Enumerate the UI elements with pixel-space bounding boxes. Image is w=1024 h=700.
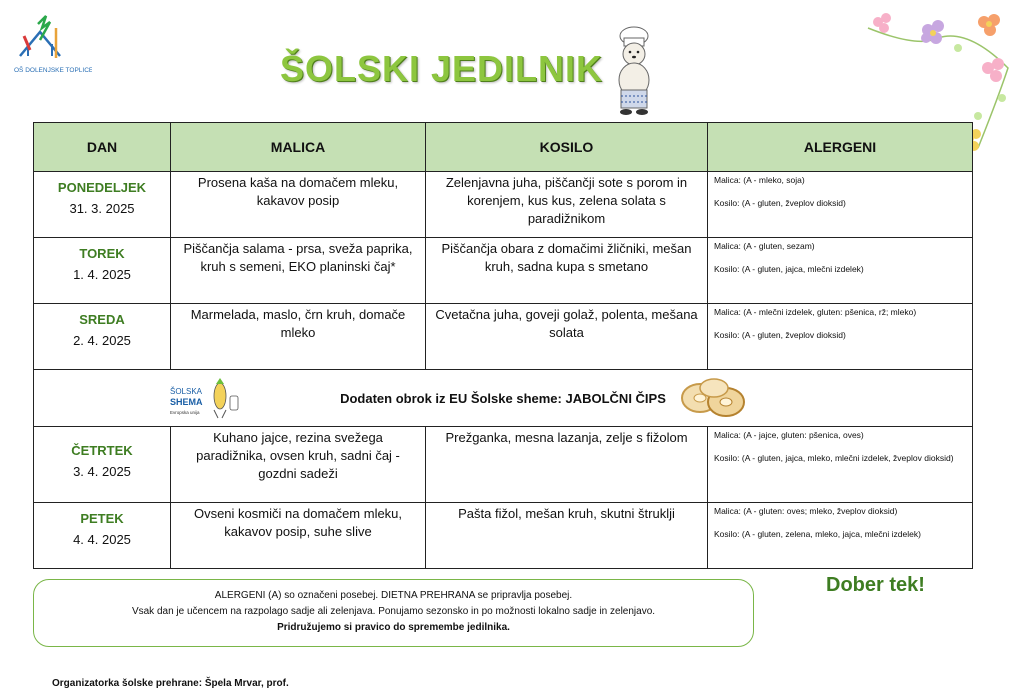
note-line-1: ALERGENI (A) so označeni posebej. DIETNA PREHRANA se pripravlja posebej. — [214, 590, 573, 601]
day-cell — [34, 238, 171, 304]
day-date: 3. 4. 2025 — [73, 464, 131, 479]
extra-meal-text: Dodaten obrok iz EU Šolske sheme: JABOLČNI ČIPS — [340, 390, 666, 406]
alergeni-kosilo: Kosilo: (A - gluten, jajca, mlečni izdelek) — [714, 264, 864, 274]
kosilo-cell: Piščančja obara z domačimi žličniki, mešan kruh, sadna kupa s smetano — [426, 238, 708, 304]
alergeni-cell — [708, 304, 973, 370]
alergeni-malica: Malica: (A - mleko, soja) — [714, 175, 805, 185]
table-header-row — [34, 123, 973, 172]
alergeni-cell — [708, 427, 973, 503]
solska-shema-logo — [170, 376, 246, 422]
day-cell — [34, 304, 171, 370]
kosilo-cell: Zelenjavna juha, piščančji sote s porom in korenjem, kus kus, zelena solata s paradižnikom — [426, 172, 708, 238]
day-date: 31. 3. 2025 — [69, 201, 135, 216]
school-logo — [12, 14, 92, 80]
malica-cell: Kuhano jajce, rezina svežega paradižnika, ovsen kruh, sadni čaj - gozdni sadeži — [171, 427, 426, 503]
alergeni-malica: Malica: (A - gluten, sezam) — [714, 241, 815, 251]
closing-greeting: Dober tek! — [826, 574, 925, 596]
alergeni-malica: Malica: (A - mlečni izdelek, gluten: pšenica, rž; mleko) — [714, 307, 917, 317]
column-header-malica: MALICA — [171, 123, 426, 172]
malica-cell: Ovseni kosmiči na domačem mleku, kakavov posip, suhe slive — [171, 503, 426, 569]
day-date: 2. 4. 2025 — [73, 333, 131, 348]
column-header-kosilo: KOSILO — [426, 123, 708, 172]
column-header-alergeni: ALERGENI — [708, 123, 973, 172]
malica-cell: Prosena kaša na domačem mleku, kakavov posip — [171, 172, 426, 238]
svg-text:ŠOLSKA: ŠOLSKA — [170, 387, 203, 396]
alergeni-malica: Malica: (A - jajce, gluten: pšenica, oves) — [714, 430, 864, 440]
svg-text:OŠ DOLENJSKE TOPLICE: OŠ DOLENJSKE TOPLICE — [14, 67, 92, 74]
kosilo-cell: Prežganka, mesna lazanja, zelje s fižolom — [426, 427, 708, 503]
alergeni-cell — [708, 172, 973, 238]
column-header-dan: DAN — [34, 123, 171, 172]
svg-text:Evropska unija: Evropska unija — [170, 410, 200, 415]
day-cell — [34, 172, 171, 238]
day-name: SREDA — [79, 312, 125, 327]
day-name: TOREK — [79, 246, 125, 261]
day-name: ČETRTEK — [71, 443, 133, 458]
day-date: 4. 4. 2025 — [73, 532, 131, 547]
alergeni-kosilo: Kosilo: (A - gluten, žveplov dioksid) — [714, 330, 846, 340]
kosilo-cell: Cvetačna juha, goveji golaž, polenta, mešana solata — [426, 304, 708, 370]
day-cell — [34, 427, 171, 503]
day-date: 1. 4. 2025 — [73, 267, 131, 282]
alergeni-cell — [708, 238, 973, 304]
kosilo-cell: Pašta fižol, mešan kruh, skutni štruklji — [426, 503, 708, 569]
table-row-ponedeljek — [34, 172, 973, 238]
alergeni-kosilo: Kosilo: (A - gluten, jajca, mleko, mlečni izdelek, žveplov dioksid) — [714, 453, 954, 463]
extra-meal-row — [34, 370, 973, 427]
page-title: ŠOLSKI JEDILNIK — [280, 48, 604, 89]
svg-text:SHEMA: SHEMA — [170, 397, 203, 407]
day-cell — [34, 503, 171, 569]
allergen-note-box — [33, 579, 754, 647]
day-name: PONEDELJEK — [57, 180, 147, 195]
extra-meal-cell — [34, 370, 973, 427]
alergeni-kosilo: Kosilo: (A - gluten, zelena, mleko, jajca, mlečni izdelek) — [714, 529, 921, 539]
malica-cell: Marmelada, maslo, črn kruh, domače mleko — [171, 304, 426, 370]
note-line-2: Vsak dan je učencem na razpolago sadje ali zelenjava. Ponujamo sezonsko in po možnosti lokalno sadje in zelenjavo. — [131, 606, 656, 617]
table-row-petek — [34, 503, 973, 569]
alergeni-kosilo: Kosilo: (A - gluten, žveplov dioksid) — [714, 198, 846, 208]
alergeni-malica: Malica: (A - gluten: oves; mleko, žveplov dioksid) — [714, 506, 898, 516]
table-row-sreda — [34, 304, 973, 370]
note-line-3: Pridružujemo si pravico do spremembe jedilnika. — [277, 622, 510, 633]
day-name: PETEK — [80, 511, 124, 526]
menu-table — [33, 122, 973, 569]
alergeni-cell — [708, 503, 973, 569]
table-row-cetrtek — [34, 427, 973, 503]
table-row-torek — [34, 238, 973, 304]
malica-cell: Piščančja salama - prsa, sveža paprika, kruh s semeni, EKO planinski čaj* — [171, 238, 426, 304]
chef-bear-illustration — [606, 26, 662, 116]
organizer-credit: Organizatorka šolske prehrane: Špela Mrvar, prof. — [52, 678, 289, 689]
apple-chips-image — [678, 376, 748, 420]
